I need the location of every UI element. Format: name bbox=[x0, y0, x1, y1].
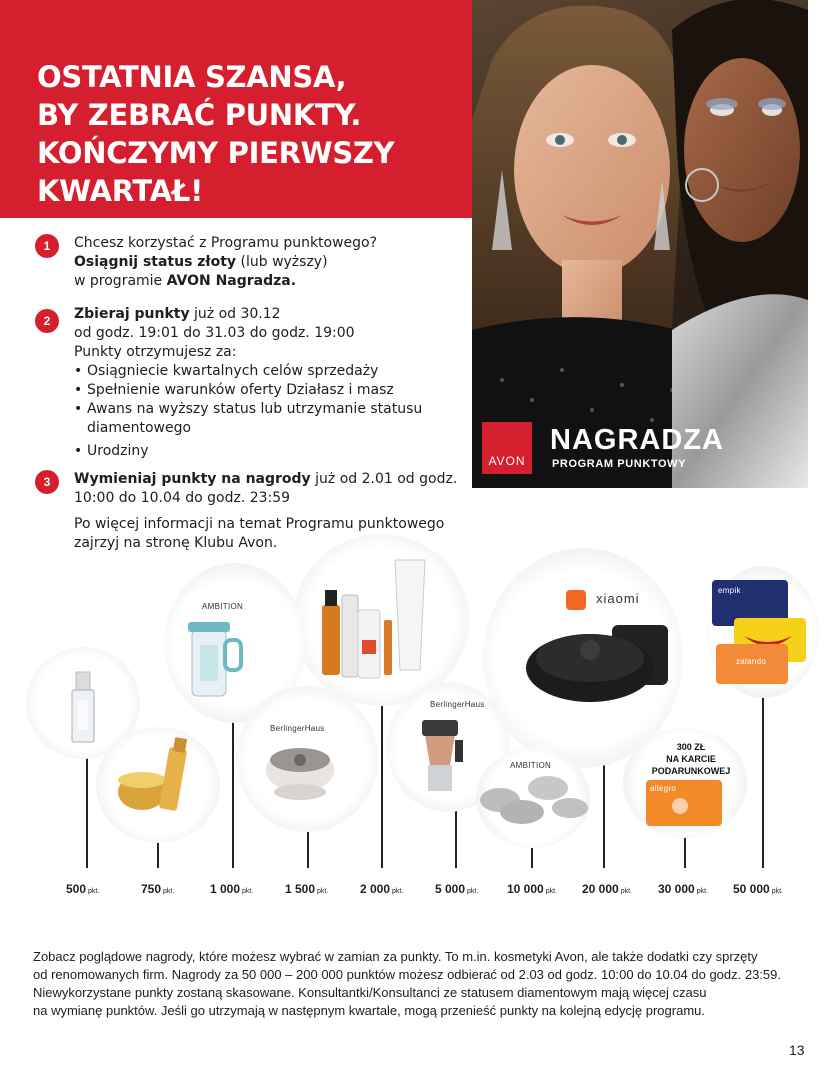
points-level: 20 000 pkt. bbox=[582, 882, 632, 896]
coffee-maker-icon bbox=[422, 720, 463, 791]
list-item: • Osiągniecie kwartalnych celów sprzedaży bbox=[74, 362, 474, 381]
xiaomi-logo-icon bbox=[566, 590, 586, 610]
brand-label-berlinger: BerlingerHaus bbox=[430, 700, 485, 709]
program-subtitle: PROGRAM PUNKTOWY bbox=[552, 458, 687, 470]
brand-label-ambition: AMBITION bbox=[202, 602, 244, 611]
water-filter-jug-icon bbox=[188, 622, 241, 696]
list-item: • Spełnienie warunków oferty Działasz i masz bbox=[74, 381, 474, 400]
brand-label-zalando: zalando bbox=[736, 657, 767, 666]
points-level: 5 000 pkt. bbox=[435, 882, 479, 896]
step-text: Wymieniaj punkty na nagrody już od 2.01 od godz. 10:00 do 10.04 do godz. 23:59 bbox=[74, 471, 458, 506]
brand-label-xiaomi: xiaomi bbox=[596, 591, 640, 606]
step-text: Chcesz korzystać z Programu punktowego? Osiągnij status złoty (lub wyższy) w programie AVON Nagradza. bbox=[74, 235, 378, 289]
list-item: • Awans na wyższy status lub utrzymanie statusu diamentowego bbox=[74, 400, 474, 438]
points-level: 1 000 pkt. bbox=[210, 882, 254, 896]
points-level: 10 000 pkt. bbox=[507, 882, 557, 896]
step-number: 1 bbox=[35, 234, 59, 258]
program-title: NAGRADZA bbox=[550, 424, 724, 456]
points-level: 30 000 pkt. bbox=[658, 882, 708, 896]
robot-vacuum-icon bbox=[526, 625, 668, 702]
food-chopper-icon bbox=[266, 748, 334, 800]
avon-logo: AVON bbox=[482, 422, 532, 474]
step-number: 3 bbox=[35, 470, 59, 494]
cosmetic-bottles-icon bbox=[322, 560, 425, 678]
page-number: 13 bbox=[789, 1042, 805, 1058]
voucher-cards-icon bbox=[712, 580, 806, 684]
brand-label-ambition: AMBITION bbox=[510, 761, 552, 770]
points-level: 1 500 pkt. bbox=[285, 882, 329, 896]
points-level: 50 000 pkt. bbox=[733, 882, 783, 896]
brand-label-berlinger: BerlingerHaus bbox=[270, 724, 325, 733]
step-number: 2 bbox=[35, 309, 59, 333]
gift-card-value: 300 ZŁ NA KARCIE PODARUNKOWEJ bbox=[651, 742, 731, 776]
brand-label-empik: empik bbox=[718, 586, 741, 595]
footer-note: Zobacz poglądowe nagrody, które możesz wybrać w zamian za punkty. To m.in. kosmetyki Avon, ale także dodatki czy sprzęty od renomowanych firm. Nagrody za 50 000 – 200 000 punktów możesz odbierać od 2.03 od godz. 10:00 do 10.04 do godz. 23:59. Niewykorzystane punkty zostaną skasowane. Konsultantki/Konsultanci ze statusem diamentowym mają więcej czasu na wymianę punktów. Jeśli go utrzymają w następnym kwartale, mogą przenieść punkty na kolejną edycję programu. bbox=[33, 949, 782, 1018]
cream-jar-icon bbox=[118, 737, 187, 811]
hero-title: OSTATNIA SZANSA, BY ZEBRAĆ PUNKTY. KOŃCZYMY PIERWSZY KWARTAŁ! bbox=[37, 60, 395, 208]
points-level: 2 000 pkt. bbox=[360, 882, 404, 896]
list-item: • Urodziny bbox=[74, 442, 474, 461]
perfume-bottle-icon bbox=[72, 672, 94, 742]
brand-label-allegro: allegro bbox=[650, 784, 677, 793]
step-text: Zbieraj punkty już od 30.12 od godz. 19:01 do 31.03 do godz. 19:00 Punkty otrzymujesz za: • Osiągniecie kwartalnych celów sprzedaży • Spełnienie warunków oferty Działasz i masz • Awans na wyższy status lub utrzymanie statusu diamentowego • Urodziny bbox=[74, 305, 474, 461]
cooking-pots-icon bbox=[480, 776, 588, 824]
more-info-text: Po więcej informacji na temat Programu punktowego zajrzyj na stronę Klubu Avon. bbox=[74, 516, 445, 551]
points-level: 750 pkt. bbox=[141, 882, 175, 896]
points-level: 500 pkt. bbox=[66, 882, 100, 896]
